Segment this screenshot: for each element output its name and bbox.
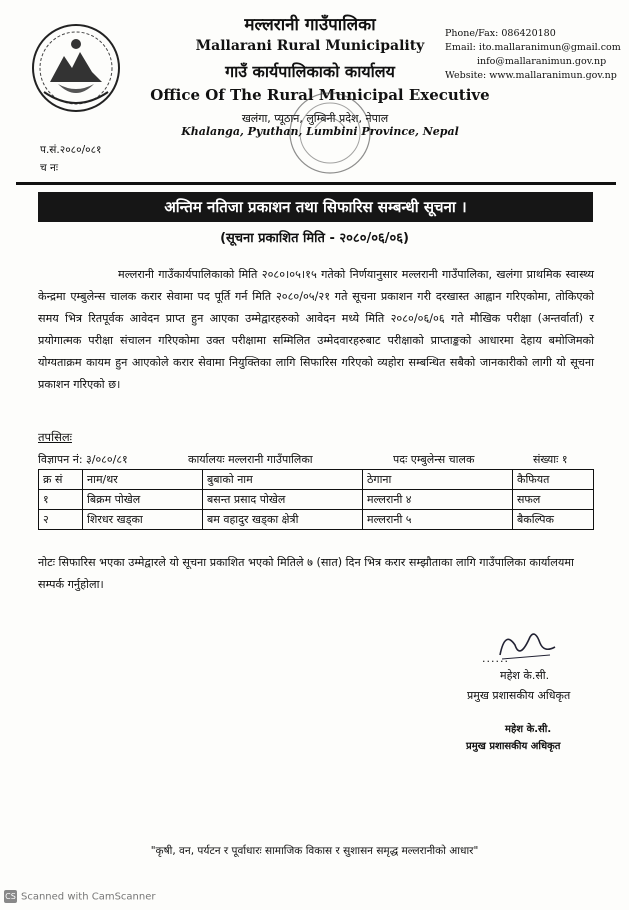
address-np: खलंगा, प्यूठान, लुम्बिनी प्रदेश, नेपाल (241, 112, 389, 125)
cell-address: मल्लरानी ५ (363, 510, 513, 530)
cell-father-name: बम वहादुर खड्का क्षेत्री (203, 510, 363, 530)
published-date: (सूचना प्रकाशित मिति - २०८०/०६/०६) (220, 231, 409, 246)
table-header-row (39, 470, 594, 490)
col-address: ठेगाना (363, 470, 513, 490)
office-name-np: गाउँ कार्यपालिकाको कार्यालय (225, 62, 395, 81)
office-field: कार्यालयः मल्लरानी गाउँपालिका (188, 453, 313, 466)
header-divider (16, 182, 616, 185)
col-father-name: बुबाको नाम (203, 470, 363, 490)
cell-remarks: सफल (513, 490, 594, 510)
scanner-text: Scanned with CamScanner (21, 891, 156, 903)
address-en: Khalanga, Pyuthan, Lumbini Province, Nepal (181, 125, 459, 138)
col-name: नाम/थर (83, 470, 203, 490)
cell-serial: १ (39, 490, 83, 510)
signatory-title: प्रमुख प्रशासकीय अधिकृत (467, 689, 571, 702)
municipality-name-en: Mallarani Rural Municipality (195, 38, 425, 54)
stamp-title: प्रमुख प्रशासकीय अधिकृत (466, 741, 561, 752)
cell-name: बिक्रम पोखेल (83, 490, 203, 510)
notice-body: मल्लरानी गाउँकार्यपालिकाको मिति २०८०।०५।१५ गतेको निर्णयानुसार मल्लरानी गाउँपालिका, खलंगा प्राथमिक स्वास्थ्य केन्द्रमा एम्बुलेन्स चालक करार सेवामा पद पूर्ति गर्न मिति २०८०/०५/२१ गते सूचना प्रकाशन गरी दरखास्त आह्वान गरिएकोमा, तोकिएको समय भित्र रितपूर्वक आवेदन प्राप्त हुन आएका उम्मेद्वारहरुको आवेदन मध्ये मिति २०८०/०६/०६ गते मौखिक परीक्षा (अन्तर्वार्ता) र प्रयोगात्मक परीक्षा संचालन गरिएकोमा उक्त परीक्षामा सम्मिलित उम्मेदवारहरुबाट परीक्षाको प्राप्ताङ्कको आधारमा देहाय बमोजिमको योग्यताक्रम कायम हुन आएकोले करार सेवामा नियुक्तिका लागि सिफारिस गरिएको व्यहोरा सम्बन्धित सबैको जानकारीको लागी यो सूचना प्रकाशन गरिएको छ। (38, 268, 594, 391)
dispatch-number: च नः (40, 162, 58, 174)
office-seal-stamp (285, 88, 375, 178)
col-remarks: कैफियत (513, 470, 594, 490)
nepal-emblem-logo (30, 22, 122, 114)
notice-title: अन्तिम नतिजा प्रकाशन तथा सिफारिस सम्बन्धी सूचना । (38, 192, 593, 222)
details-label: तपसिलः (38, 430, 72, 444)
cell-serial: २ (39, 510, 83, 530)
post-field: पदः एम्बुलेन्स चालक (393, 453, 475, 466)
contact-block (445, 27, 621, 83)
email-primary: Email: ito.mallaranimun@gmail.com (445, 42, 621, 53)
camscanner-icon: CS (5, 892, 16, 901)
cell-remarks: बैकल्पिक (513, 510, 594, 530)
phone-fax: Phone/Fax: 086420180 (445, 28, 556, 39)
cell-name: शिरधर खड्का (83, 510, 203, 530)
office-name-en: Office Of The Rural Municipal Executive (150, 86, 490, 104)
reference-number: प.सं.२०८०/०८१ (40, 144, 102, 156)
municipality-name-np: मल्लरानी गाउँपालिका (244, 15, 376, 35)
result-table (38, 469, 594, 530)
note-text: नोटः सिफारिस भएका उम्मेद्वारले यो सूचना प्रकाशित भएको मितिले ७ (सात) दिन भित्र करार सम्झौताका लागि गाउँपालिका कार्यालयमा सम्पर्क गर्नुहोला। (38, 556, 574, 591)
table-row (39, 510, 594, 530)
stamp-name: महेश के.सी. (505, 724, 552, 735)
col-serial: क्र सं (39, 470, 83, 490)
signatory-name: महेश के.सी. (500, 669, 550, 682)
table-row (39, 490, 594, 510)
advertisement-number: विज्ञापन नं: ३/०८०/८१ (38, 453, 128, 466)
vacancy-count: संख्याः १ (533, 453, 568, 466)
email-secondary: info@mallaranimun.gov.np (477, 56, 607, 67)
website: Website: www.mallaranimun.gov.np (445, 70, 617, 81)
signature-line: ...... (482, 652, 509, 665)
scanner-watermark (4, 890, 156, 903)
footer-slogan: "कृषी, वन, पर्यटन र पूर्वाधारः सामाजिक विकास र सुशासन समृद्ध मल्लरानीको आधार" (150, 845, 479, 857)
cell-address: मल्लरानी ४ (363, 490, 513, 510)
cell-father-name: बसन्त प्रसाद पोखेल (203, 490, 363, 510)
